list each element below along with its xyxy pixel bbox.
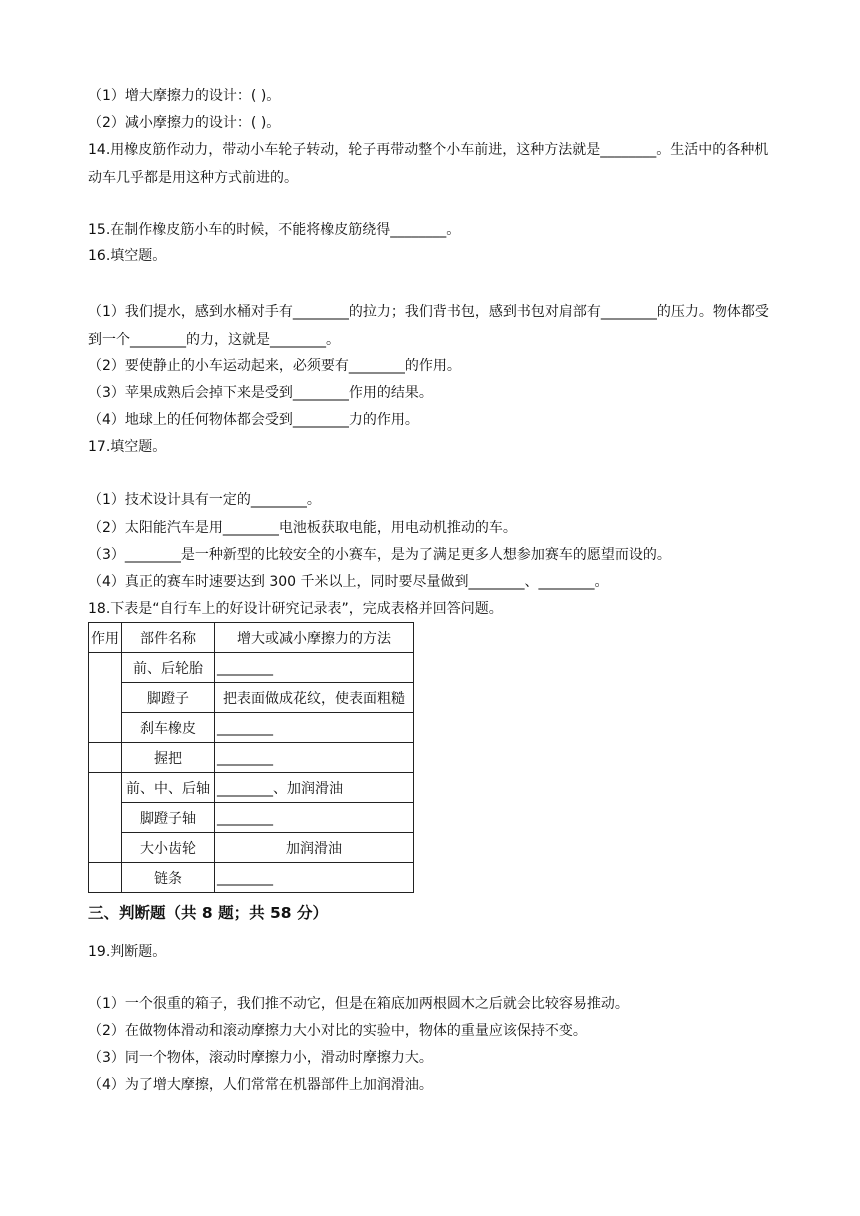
table-header-row <box>89 623 414 653</box>
function-cell-blank <box>89 743 122 773</box>
q17-item-1: （1）技术设计具有一定的________。 <box>88 492 321 508</box>
method-cell: ________、加润滑油 <box>215 773 414 803</box>
part-name-cell: 脚蹬子 <box>122 683 215 713</box>
q16-item-2: （2）要使静止的小车运动起来，必须要有________的作用。 <box>88 358 461 374</box>
part-name-cell: 刹车橡皮 <box>122 713 215 743</box>
q19-item-2: （2）在做物体滑动和滚动摩擦力大小对比的实验中，物体的重量应该保持不变。 <box>88 1023 587 1039</box>
q13-item-2: （2）减小摩擦力的设计：( )。 <box>88 115 281 131</box>
table-row <box>89 713 414 743</box>
table-row <box>89 833 414 863</box>
part-name-cell: 大小齿轮 <box>122 833 215 863</box>
table-row <box>89 743 414 773</box>
table-row <box>89 683 414 713</box>
question-14: 14.用橡皮筋作动力，带动小车轮子转动，轮子再带动整个小车前进，这种方法就是________。生活中的各种机动车几乎都是用这种方式前进的。 <box>88 142 769 186</box>
method-cell: ________ <box>215 713 414 743</box>
section-3-heading: 三、判断题（共 8 题；共 58 分） <box>88 904 328 922</box>
method-cell: ________ <box>215 653 414 683</box>
header-method: 增大或减小摩擦力的方法 <box>215 623 414 653</box>
part-name-cell: 前、后轮胎 <box>122 653 215 683</box>
function-cell-blank <box>89 863 122 893</box>
question-19-title: 19.判断题。 <box>88 944 167 960</box>
table-row <box>89 803 414 833</box>
question-18-title: 18.下表是“自行车上的好设计研究记录表”，完成表格并回答问题。 <box>88 601 503 617</box>
q16-item-4: （4）地球上的任何物体都会受到________力的作用。 <box>88 412 419 428</box>
header-part-name: 部件名称 <box>122 623 215 653</box>
question-17-title: 17.填空题。 <box>88 439 167 455</box>
q19-item-4: （4）为了增大摩擦，人们常常在机器部件上加润滑油。 <box>88 1077 433 1093</box>
q17-item-3: （3）________是一种新型的比较安全的小赛车，是为了满足更多人想参加赛车的愿望而设的。 <box>88 547 671 563</box>
method-cell: 把表面做成花纹，使表面粗糙 <box>215 683 414 713</box>
q16-item-3: （3）苹果成熟后会掉下来是受到________作用的结果。 <box>88 385 433 401</box>
method-cell: ________ <box>215 803 414 833</box>
function-cell-blank <box>89 653 122 743</box>
q13-item-1: （1）增大摩擦力的设计：( )。 <box>88 88 281 104</box>
question-15: 15.在制作橡皮筋小车的时候，不能将橡皮筋绕得________。 <box>88 222 461 238</box>
function-cell-blank <box>89 773 122 863</box>
method-cell: ________ <box>215 863 414 893</box>
q19-item-1: （1）一个很重的箱子，我们推不动它，但是在箱底加两根圆木之后就会比较容易推动。 <box>88 996 629 1012</box>
header-function: 作用 <box>89 623 122 653</box>
question-16-title: 16.填空题。 <box>88 248 167 264</box>
table-row <box>89 653 414 683</box>
part-name-cell: 脚蹬子轴 <box>122 803 215 833</box>
table-row <box>89 773 414 803</box>
part-name-cell: 链条 <box>122 863 215 893</box>
method-cell: 加润滑油 <box>215 833 414 863</box>
q17-item-4: （4）真正的赛车时速要达到 300 千米以上，同时要尽量做到________、________。 <box>88 574 609 590</box>
part-name-cell: 握把 <box>122 743 215 773</box>
q16-item-1: （1）我们提水，感到水桶对手有________的拉力；我们背书包，感到书包对肩部有________的压力。物体都受到一个________的力，这就是________。 <box>88 304 769 348</box>
method-cell: ________ <box>215 743 414 773</box>
q19-item-3: （3）同一个物体，滚动时摩擦力小，滑动时摩擦力大。 <box>88 1050 433 1066</box>
q17-item-2: （2）太阳能汽车是用________电池板获取电能，用电动机推动的车。 <box>88 520 517 536</box>
table-row <box>89 863 414 893</box>
part-name-cell: 前、中、后轴 <box>122 773 215 803</box>
bicycle-design-record-table <box>88 622 414 893</box>
